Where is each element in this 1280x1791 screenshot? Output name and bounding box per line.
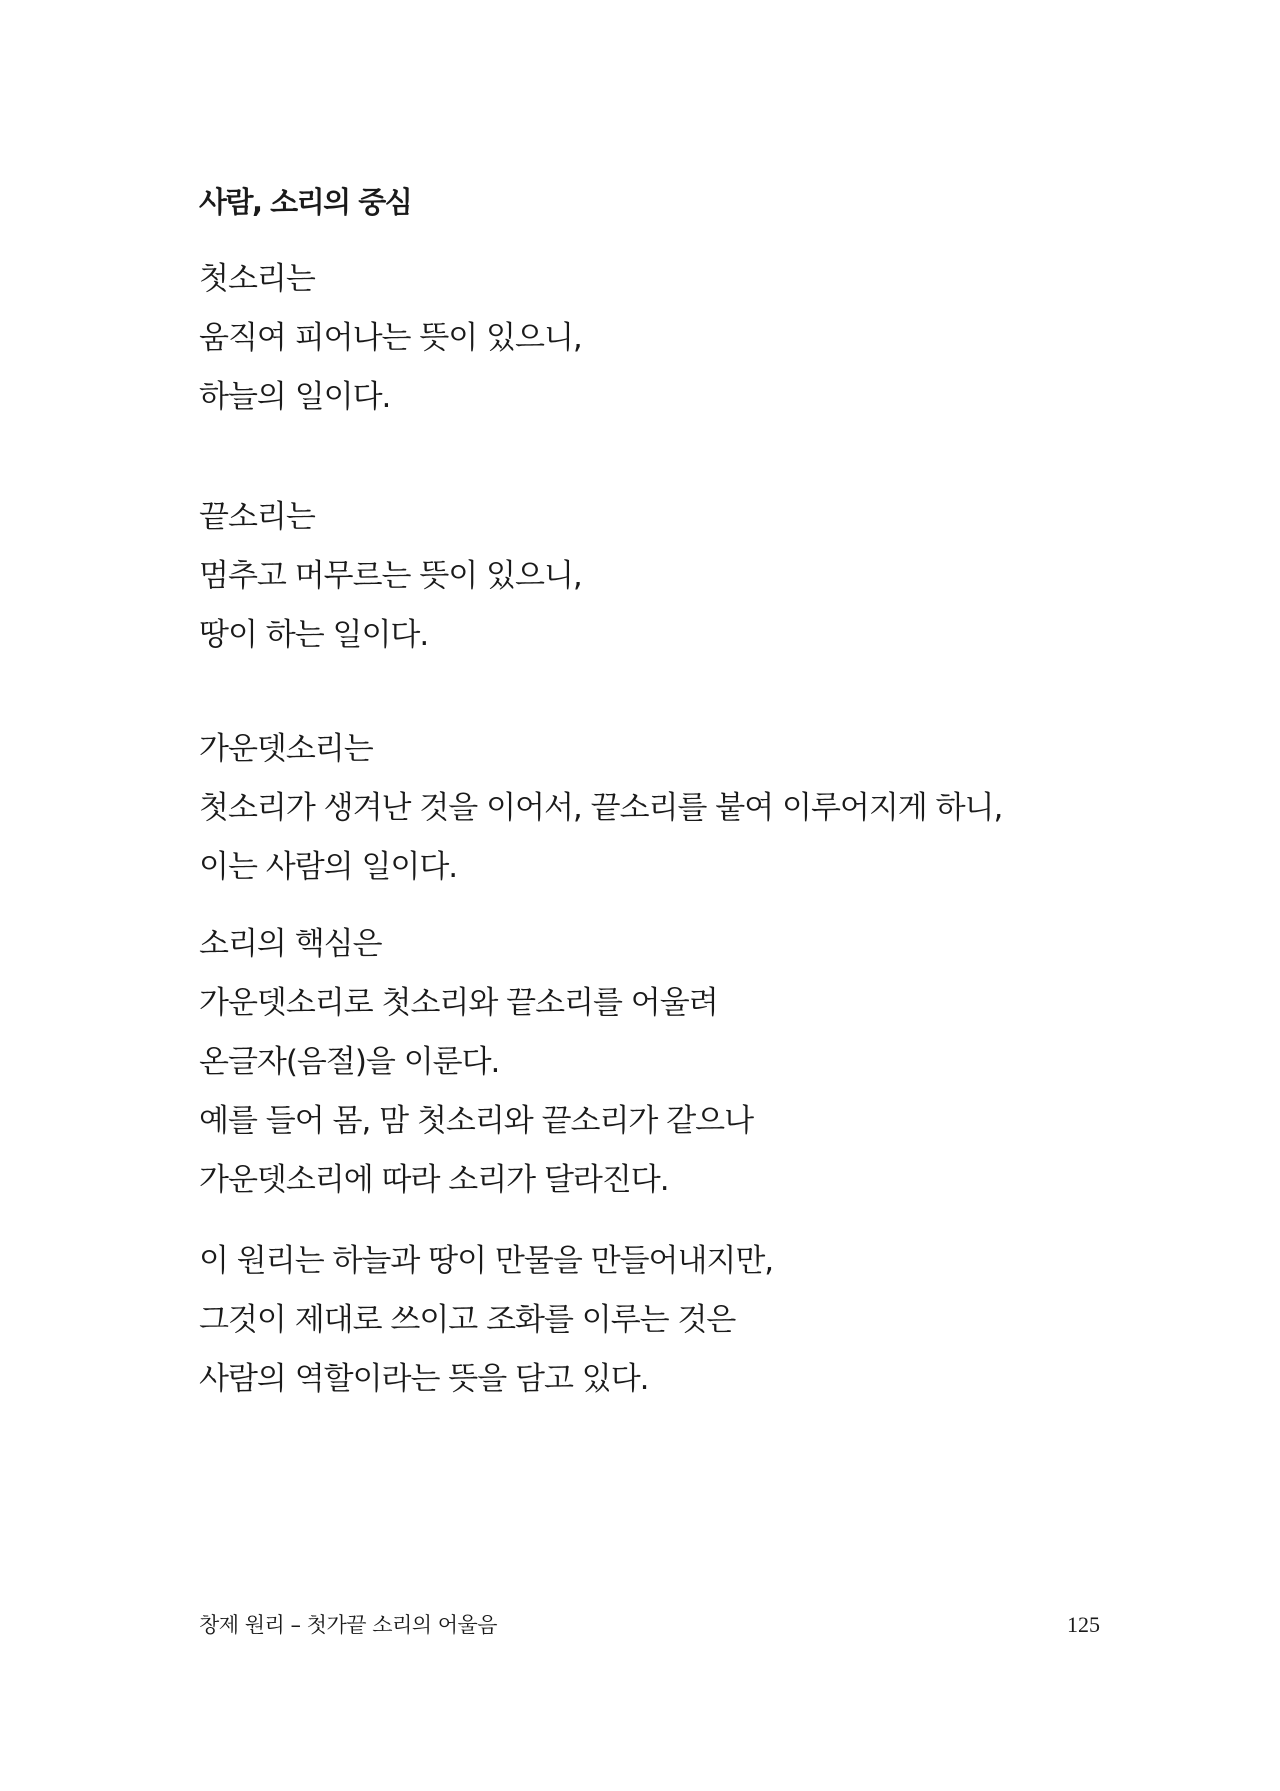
text-line: 땅이 하는 일이다.	[199, 617, 429, 653]
text-line: 가운뎃소리는	[199, 731, 373, 767]
text-line: 예를 들어 몸, 맘 첫소리와 끝소리가 같으나	[199, 1103, 754, 1139]
text-line: 가운뎃소리로 첫소리와 끝소리를 어울려	[199, 985, 718, 1021]
stanza-first-sound	[199, 250, 582, 427]
text-line: 가운뎃소리에 따라 소리가 달라진다.	[199, 1162, 669, 1198]
text-line: 끝소리는	[199, 499, 315, 535]
page-number: 125	[1067, 1612, 1100, 1637]
text-line: 첫소리는	[199, 261, 315, 297]
section-heading: 사람, 소리의 중심	[199, 185, 412, 219]
text-line: 소리의 핵심은	[199, 926, 382, 962]
text-line: 이는 사람의 일이다.	[199, 849, 458, 885]
text-line: 사람의 역할이라는 뜻을 담고 있다.	[199, 1361, 649, 1397]
running-footer-title: 창제 원리 – 첫가끝 소리의 어울음	[199, 1613, 498, 1637]
text-line: 첫소리가 생겨난 것을 이어서, 끝소리를 붙여 이루어지게 하니,	[199, 790, 1003, 826]
text-line: 하늘의 일이다.	[199, 379, 391, 415]
stanza-final-sound	[199, 488, 582, 665]
text-line: 그것이 제대로 쓰이고 조화를 이루는 것은	[199, 1302, 736, 1338]
text-line: 움직여 피어나는 뜻이 있으니,	[199, 320, 582, 356]
stanza-principle	[199, 1232, 773, 1409]
text-line: 멈추고 머무르는 뜻이 있으니,	[199, 558, 582, 594]
text-line: 이 원리는 하늘과 땅이 만물을 만들어내지만,	[199, 1243, 774, 1279]
stanza-sound-core	[199, 915, 753, 1210]
stanza-middle-sound	[199, 720, 1002, 897]
text-line: 온글자(음절)을 이룬다.	[199, 1044, 500, 1080]
